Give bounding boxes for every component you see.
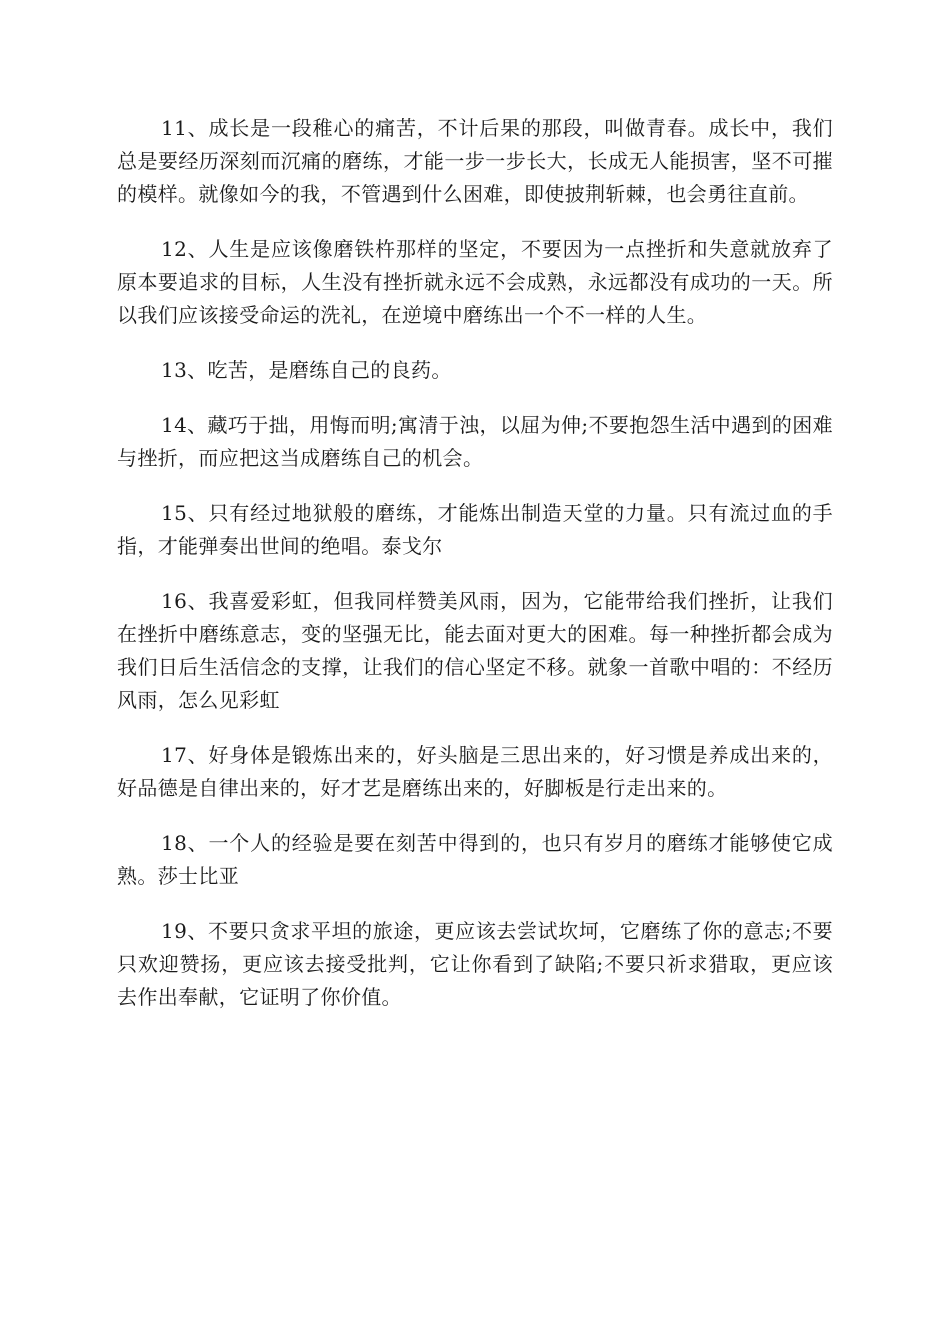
paragraph-11: 11、成长是一段稚心的痛苦，不计后果的那段，叫做青春。成长中，我们总是要经历深刻而沉痛的磨练，才能一步一步长大，长成无人能损害，坚不可摧的模样。就像如今的我，不管遇到什么困难，即使披荆斩棘，也会勇往直前。 xyxy=(117,116,833,206)
paragraph-19: 19、不要只贪求平坦的旅途，更应该去尝试坎坷，它磨练了你的意志;不要只欢迎赞扬，更应该去接受批判，它让你看到了缺陷;不要只祈求猎取，更应该去作出奉献，它证明了你价值。 xyxy=(117,919,833,1009)
paragraph-17: 17、好身体是锻炼出来的，好头脑是三思出来的，好习惯是养成出来的，好品德是自律出来的，好才艺是磨练出来的，好脚板是行走出来的。 xyxy=(117,743,833,800)
paragraph-13: 13、吃苦，是磨练自己的良药。 xyxy=(161,358,452,382)
paragraph-14: 14、藏巧于拙，用悔而明;寓清于浊，以屈为伸;不要抱怨生活中遇到的困难与挫折，而应把这当成磨练自己的机会。 xyxy=(117,413,833,470)
paragraph-15: 15、只有经过地狱般的磨练，才能炼出制造天堂的力量。只有流过血的手指，才能弹奏出世间的绝唱。泰戈尔 xyxy=(117,501,833,558)
document-body xyxy=(117,112,833,1036)
paragraph-12: 12、人生是应该像磨铁杵那样的坚定，不要因为一点挫折和失意就放弃了原本要追求的目标，人生没有挫折就永远不会成熟，永远都没有成功的一天。所以我们应该接受命运的洗礼，在逆境中磨练出一个不一样的人生。 xyxy=(117,237,833,327)
paragraph-18: 18、一个人的经验是要在刻苦中得到的，也只有岁月的磨练才能够使它成熟。莎士比亚 xyxy=(117,831,833,888)
paragraph-16: 16、我喜爱彩虹，但我同样赞美风雨，因为，它能带给我们挫折，让我们在挫折中磨练意志，变的坚强无比，能去面对更大的困难。每一种挫折都会成为我们日后生活信念的支撑，让我们的信心坚定不移。就象一首歌中唱的：不经历风雨，怎么见彩虹 xyxy=(117,589,833,712)
